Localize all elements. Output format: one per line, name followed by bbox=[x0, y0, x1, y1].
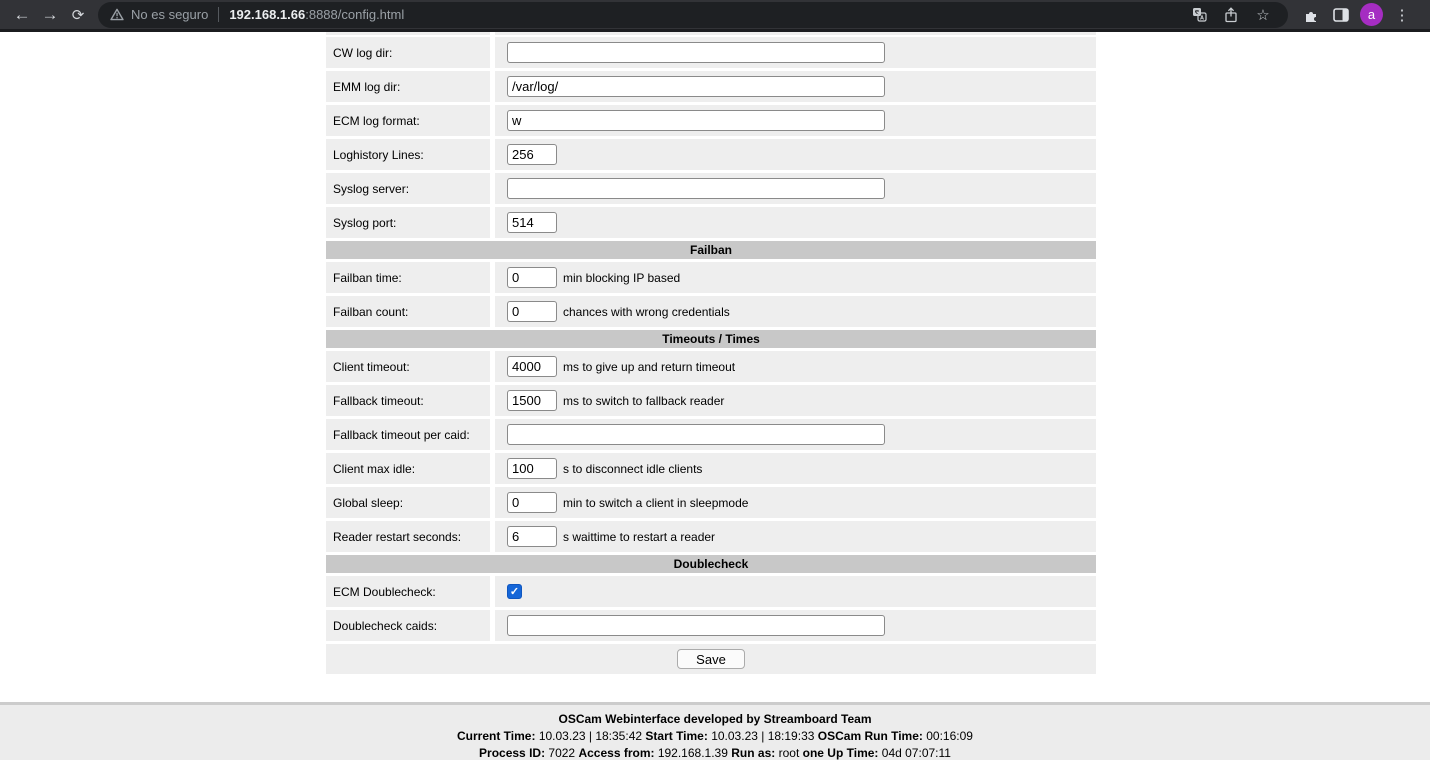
field-remark: chances with wrong credentials bbox=[563, 304, 730, 319]
save-row bbox=[326, 644, 1096, 674]
row-failban-count bbox=[326, 296, 1096, 327]
side-panel-icon[interactable] bbox=[1326, 2, 1356, 28]
translate-icon[interactable] bbox=[1186, 4, 1212, 26]
field-label: Client max idle: bbox=[326, 453, 490, 484]
fallback-timeout-input[interactable] bbox=[507, 390, 557, 411]
field-remark: s waittime to restart a reader bbox=[563, 529, 716, 544]
field-label: Doublecheck caids: bbox=[326, 610, 490, 641]
menu-icon[interactable]: ⋮ bbox=[1394, 6, 1410, 24]
row-doublecheck-caids bbox=[326, 610, 1096, 641]
global-sleep-input[interactable] bbox=[507, 492, 557, 513]
footer-process: Process ID: 7022 Access from: 192.168.1.39 Run as: root one Up Time: 04d 07:07:11 bbox=[479, 746, 951, 760]
row-ecm-doublecheck bbox=[326, 576, 1096, 607]
row-syslog-port bbox=[326, 207, 1096, 238]
field-remark: min to switch a client in sleepmode bbox=[563, 495, 749, 510]
emm-log-dir-input[interactable] bbox=[507, 76, 885, 97]
field-label: Failban time: bbox=[326, 262, 490, 293]
field-label: Client timeout: bbox=[326, 351, 490, 382]
row-syslog-server bbox=[326, 173, 1096, 204]
section-header-doublecheck: Doublecheck bbox=[326, 555, 1096, 573]
security-warning-label: No es seguro bbox=[131, 7, 209, 22]
profile-avatar[interactable]: a bbox=[1360, 3, 1383, 26]
syslog-server-input[interactable] bbox=[507, 178, 885, 199]
ecm-log-format-input[interactable] bbox=[507, 110, 885, 131]
config-table bbox=[326, 32, 1096, 674]
field-label: ECM log format: bbox=[326, 105, 490, 136]
row-global-sleep bbox=[326, 487, 1096, 518]
field-label: EMM log dir: bbox=[326, 71, 490, 102]
row-client-max-idle bbox=[326, 453, 1096, 484]
row-failban-time bbox=[326, 262, 1096, 293]
address-bar[interactable] bbox=[98, 2, 1288, 28]
extensions-icon[interactable] bbox=[1296, 2, 1326, 28]
reload-icon[interactable]: ⟳ bbox=[71, 6, 85, 24]
back-icon[interactable]: ← bbox=[13, 4, 31, 24]
footer-credit: OSCam Webinterface developed by Streamboard Team bbox=[558, 712, 872, 726]
field-label: Syslog port: bbox=[326, 207, 490, 238]
cw-log-dir-input[interactable] bbox=[507, 42, 885, 63]
url-host: 192.168.1.66 bbox=[229, 7, 306, 22]
ecm-doublecheck-checkbox[interactable]: ✓ bbox=[507, 584, 522, 599]
row-reader-restart-seconds bbox=[326, 521, 1096, 552]
section-header-failban: Failban bbox=[326, 241, 1096, 259]
url-text[interactable] bbox=[229, 7, 404, 22]
loghistory-lines-input[interactable] bbox=[507, 144, 557, 165]
row-emm-log-dir bbox=[326, 71, 1096, 102]
field-label: Fallback timeout per caid: bbox=[326, 419, 490, 450]
doublecheck-caids-input[interactable] bbox=[507, 615, 885, 636]
field-label: Reader restart seconds: bbox=[326, 521, 490, 552]
row-client-timeout bbox=[326, 351, 1096, 382]
failban-count-input[interactable] bbox=[507, 301, 557, 322]
field-label: Failban count: bbox=[326, 296, 490, 327]
page-footer bbox=[0, 705, 1430, 760]
browser-toolbar bbox=[0, 0, 1430, 29]
field-remark: ms to switch to fallback reader bbox=[563, 393, 725, 408]
bookmark-star-icon[interactable]: ☆ bbox=[1256, 6, 1270, 24]
row-loghistory-lines bbox=[326, 139, 1096, 170]
client-max-idle-input[interactable] bbox=[507, 458, 557, 479]
save-button[interactable]: Save bbox=[677, 649, 745, 669]
row-cw-log-dir bbox=[326, 37, 1096, 68]
footer-times: Current Time: 10.03.23 | 18:35:42 Start Time: 10.03.23 | 18:19:33 OSCam Run Time: 00:16:09 bbox=[457, 729, 973, 743]
security-warning-icon[interactable] bbox=[110, 8, 124, 21]
field-remark: ms to give up and return timeout bbox=[563, 359, 736, 374]
field-remark: s to disconnect idle clients bbox=[563, 461, 703, 476]
field-label: ECM Doublecheck: bbox=[326, 576, 490, 607]
field-label: Fallback timeout: bbox=[326, 385, 490, 416]
field-label: Loghistory Lines: bbox=[326, 139, 490, 170]
toolbar-actions bbox=[1296, 2, 1417, 28]
reader-restart-seconds-input[interactable] bbox=[507, 526, 557, 547]
row-fallback-timeout-per-caid bbox=[326, 419, 1096, 450]
section-header-timeouts: Timeouts / Times bbox=[326, 330, 1096, 348]
footer-gap bbox=[0, 674, 1430, 702]
field-label: Global sleep: bbox=[326, 487, 490, 518]
row-fallback-timeout bbox=[326, 385, 1096, 416]
partial-row-sliver bbox=[326, 32, 1096, 35]
row-ecm-log-format bbox=[326, 105, 1096, 136]
field-label: CW log dir: bbox=[326, 37, 490, 68]
share-icon[interactable] bbox=[1218, 4, 1244, 26]
forward-icon[interactable]: → bbox=[41, 4, 59, 24]
url-path: :8888/config.html bbox=[305, 7, 405, 22]
fallback-timeout-per-caid-input[interactable] bbox=[507, 424, 885, 445]
syslog-port-input[interactable] bbox=[507, 212, 557, 233]
config-page bbox=[0, 32, 1430, 760]
failban-time-input[interactable] bbox=[507, 267, 557, 288]
field-label: Syslog server: bbox=[326, 173, 490, 204]
field-remark: min blocking IP based bbox=[563, 270, 681, 285]
omnibox-separator bbox=[218, 7, 219, 22]
client-timeout-input[interactable] bbox=[507, 356, 557, 377]
